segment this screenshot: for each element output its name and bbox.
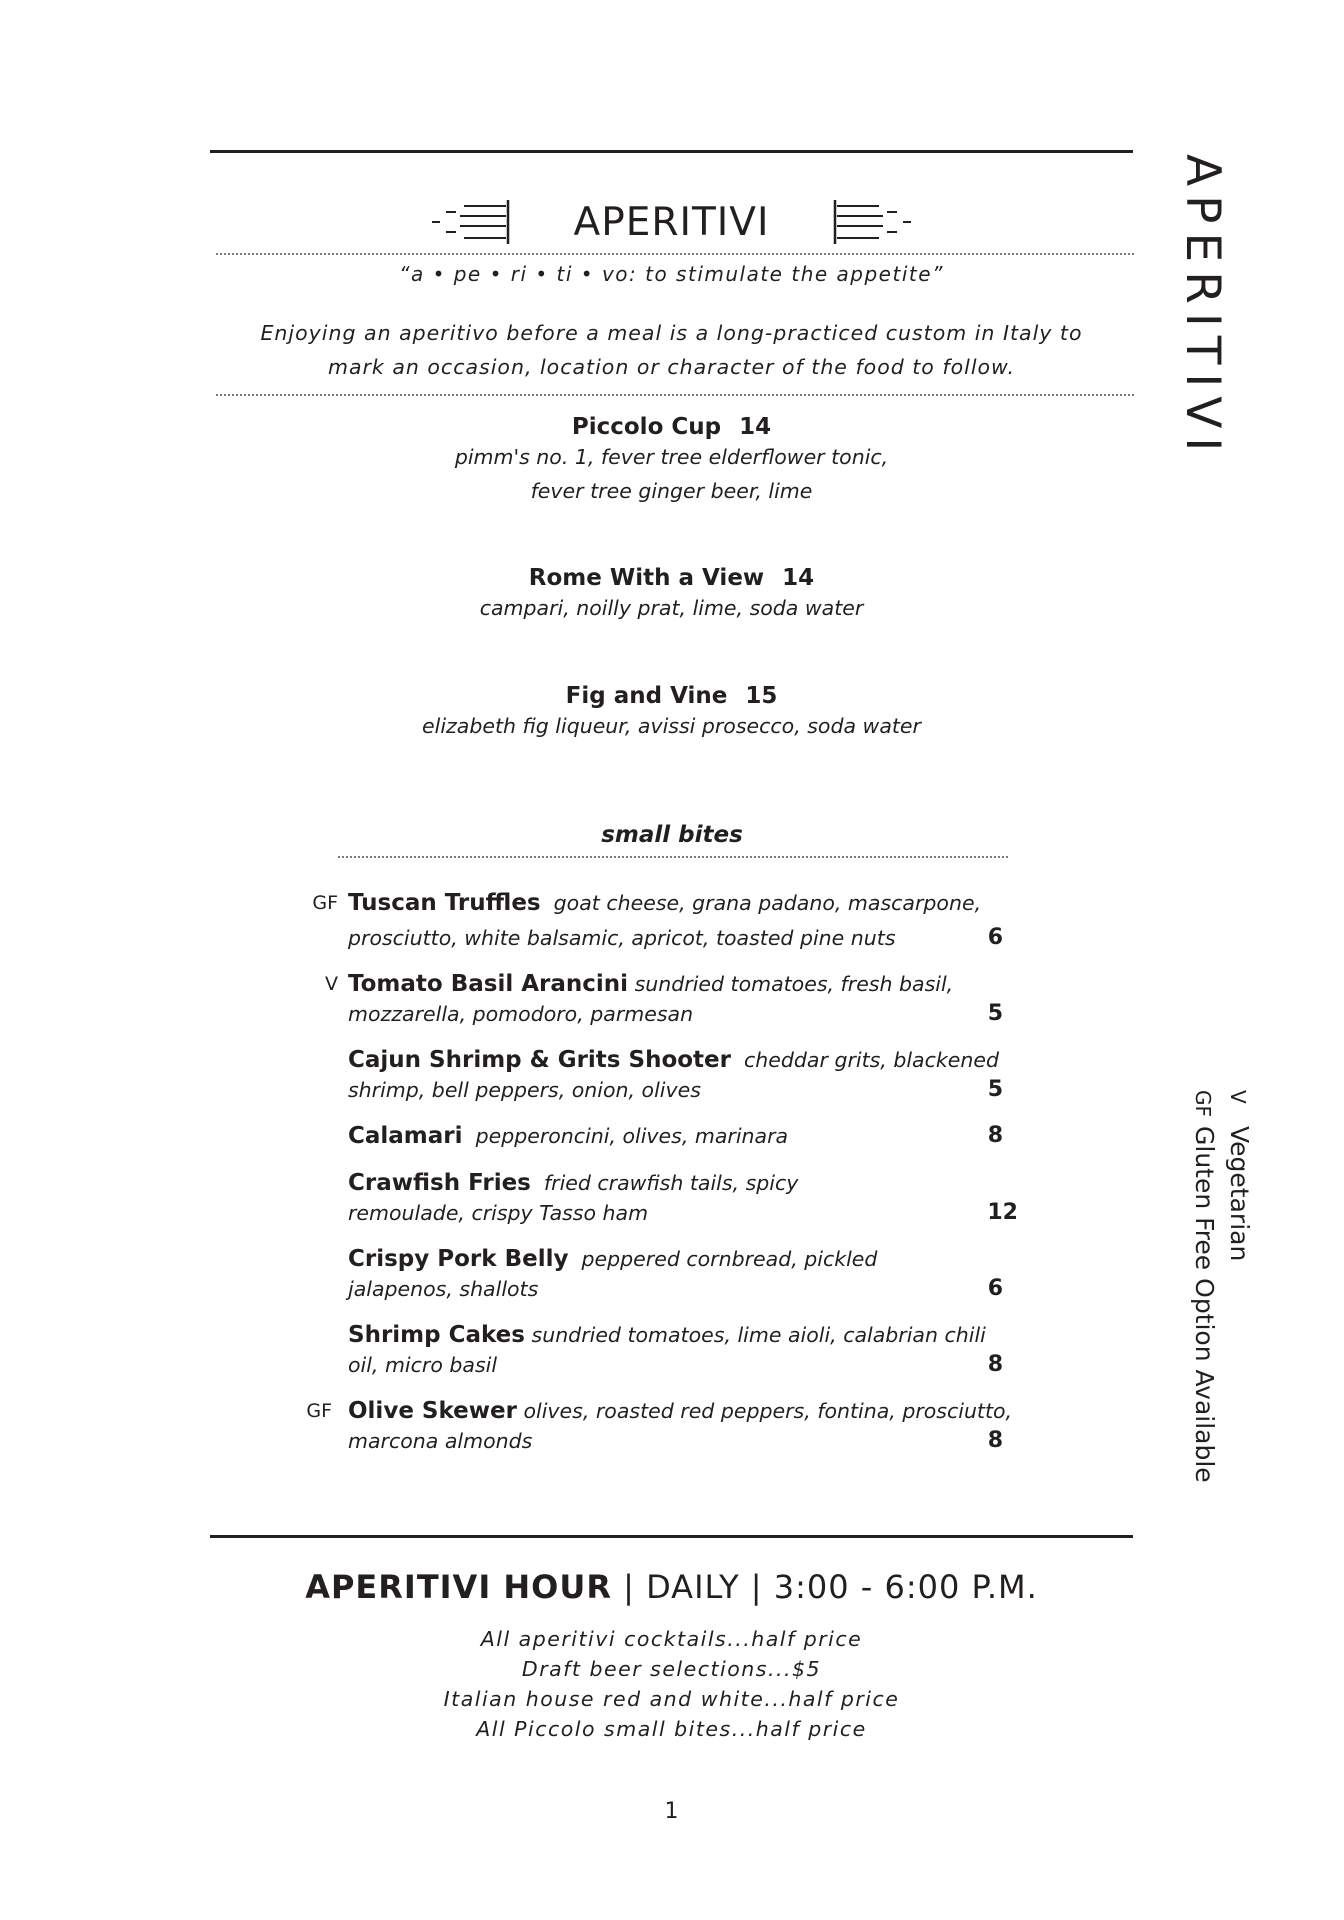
legend-abbr: V [1226, 1090, 1250, 1104]
drink-name: Rome With a View [528, 565, 765, 591]
drink-desc: elizabeth fig liqueur, avissi prosecco, soda water [422, 714, 921, 738]
drink-name: Fig and Vine [565, 683, 728, 709]
aperitivi-hour-title: APERITIVI HOUR [305, 1568, 612, 1606]
item-desc: sundried tomatoes, lime aioli, calabrian chili [531, 1323, 986, 1347]
item-price: 5 [987, 1001, 1003, 1026]
intro-line: mark an occasion, location or character of the food to follow. [327, 355, 1016, 379]
menu-item [306, 1396, 1018, 1456]
menu-item [312, 888, 1018, 953]
item-desc: sundried tomatoes, fresh basil, [634, 972, 954, 996]
item-price: 8 [987, 1428, 1003, 1453]
item-desc: oil, micro basil [348, 1353, 498, 1377]
item-price: 6 [987, 925, 1003, 950]
dotted-divider [338, 856, 1008, 858]
item-price: 12 [987, 1200, 1018, 1225]
legend-label: Vegetarian [1225, 1126, 1254, 1262]
legend-abbr: GF [1191, 1090, 1215, 1118]
item-name: Cajun Shrimp & Grits Shooter [348, 1047, 731, 1073]
dietary-tag: GF [306, 1400, 332, 1422]
drink-price: 14 [739, 414, 772, 440]
intro-line: Enjoying an aperitivo before a meal is a long-practiced custom in Italy to [260, 321, 1083, 345]
item-name: Shrimp Cakes [348, 1322, 525, 1348]
special-line: All Piccolo small bites...half price [476, 1717, 867, 1741]
page-title: APERITIVI [573, 199, 770, 245]
drink-name-row [210, 565, 1133, 591]
small-bites-title: small bites [601, 822, 743, 848]
item-desc: remoulade, crispy Tasso ham [348, 1201, 649, 1225]
drink-name-row [210, 683, 1133, 709]
item-desc: cheddar grits, blackened [744, 1048, 999, 1072]
menu-item [348, 1121, 1018, 1151]
item-desc: pepperoncini, olives, marinara [475, 1124, 789, 1148]
special-line: Draft beer selections...$5 [521, 1657, 822, 1681]
item-name: Tomato Basil Arancini [348, 971, 629, 997]
item-desc: shrimp, bell peppers, onion, olives [348, 1078, 701, 1102]
tagline: “a • pe • ri • ti • vo: to stimulate the appetite” [399, 262, 944, 286]
bottom-rule [210, 1535, 1133, 1538]
menu-item [348, 1244, 1018, 1304]
drink-desc: fever tree ginger beer, lime [530, 479, 813, 503]
menu-item [348, 1045, 1018, 1105]
item-desc: peppered cornbread, pickled [581, 1247, 878, 1271]
item-desc: prosciutto, white balsamic, apricot, toasted pine nuts [348, 926, 896, 950]
dietary-tag: V [325, 973, 338, 995]
item-price: 6 [987, 1276, 1003, 1301]
item-name: Crawfish Fries [348, 1170, 531, 1196]
drink-name: Piccolo Cup [571, 414, 722, 440]
aperitivi-hour-schedule: | DAILY | 3:00 - 6:00 P.M. [611, 1568, 1038, 1606]
top-rule [210, 150, 1133, 153]
item-desc: mozzarella, pomodoro, parmesan [348, 1002, 694, 1026]
drink-price: 15 [745, 683, 778, 709]
dietary-legend [1186, 1090, 1256, 1483]
item-desc: olives, roasted red peppers, fontina, prosciutto, [523, 1399, 1013, 1423]
drink-item [210, 414, 1133, 508]
legend-item [1221, 1090, 1256, 1483]
drink-desc: pimm's no. 1, fever tree elderflower tonic, [454, 445, 889, 469]
left-ornament-icon [432, 198, 522, 246]
item-desc: jalapenos, shallots [348, 1277, 539, 1301]
dietary-tag: GF [312, 892, 338, 914]
side-title: APERITIVI [1175, 154, 1230, 461]
menu-item [348, 1320, 1018, 1380]
special-line: Italian house red and white...half price [443, 1687, 900, 1711]
drink-price: 14 [782, 565, 815, 591]
legend-label: Gluten Free Option Available [1190, 1126, 1219, 1483]
drink-name-row [210, 414, 1133, 440]
drink-item [210, 683, 1133, 743]
menu-item [348, 1168, 1018, 1228]
item-name: Tuscan Truffles [348, 890, 541, 916]
right-ornament-icon [821, 198, 911, 246]
item-name: Crispy Pork Belly [348, 1246, 569, 1272]
special-line: All aperitivi cocktails...half price [480, 1627, 863, 1651]
item-price: 8 [987, 1123, 1003, 1148]
legend-item [1186, 1090, 1221, 1483]
item-price: 8 [987, 1352, 1003, 1377]
intro-text [210, 316, 1133, 384]
item-name: Calamari [348, 1123, 463, 1149]
item-desc: marcona almonds [348, 1429, 533, 1453]
menu-item [325, 969, 1018, 1029]
page-number: 1 [664, 1799, 679, 1824]
dotted-divider [216, 394, 1134, 396]
item-desc: goat cheese, grana padano, mascarpone, [553, 891, 982, 915]
drink-desc: campari, noilly prat, lime, soda water [479, 596, 864, 620]
item-price: 5 [987, 1077, 1003, 1102]
drink-item [210, 565, 1133, 625]
dotted-divider [216, 253, 1134, 255]
section-heading [210, 194, 1133, 250]
item-desc: fried crawfish tails, spicy [543, 1171, 799, 1195]
item-name: Olive Skewer [348, 1398, 517, 1424]
specials-list [210, 1624, 1133, 1744]
aperitivi-hour-heading [210, 1568, 1133, 1606]
